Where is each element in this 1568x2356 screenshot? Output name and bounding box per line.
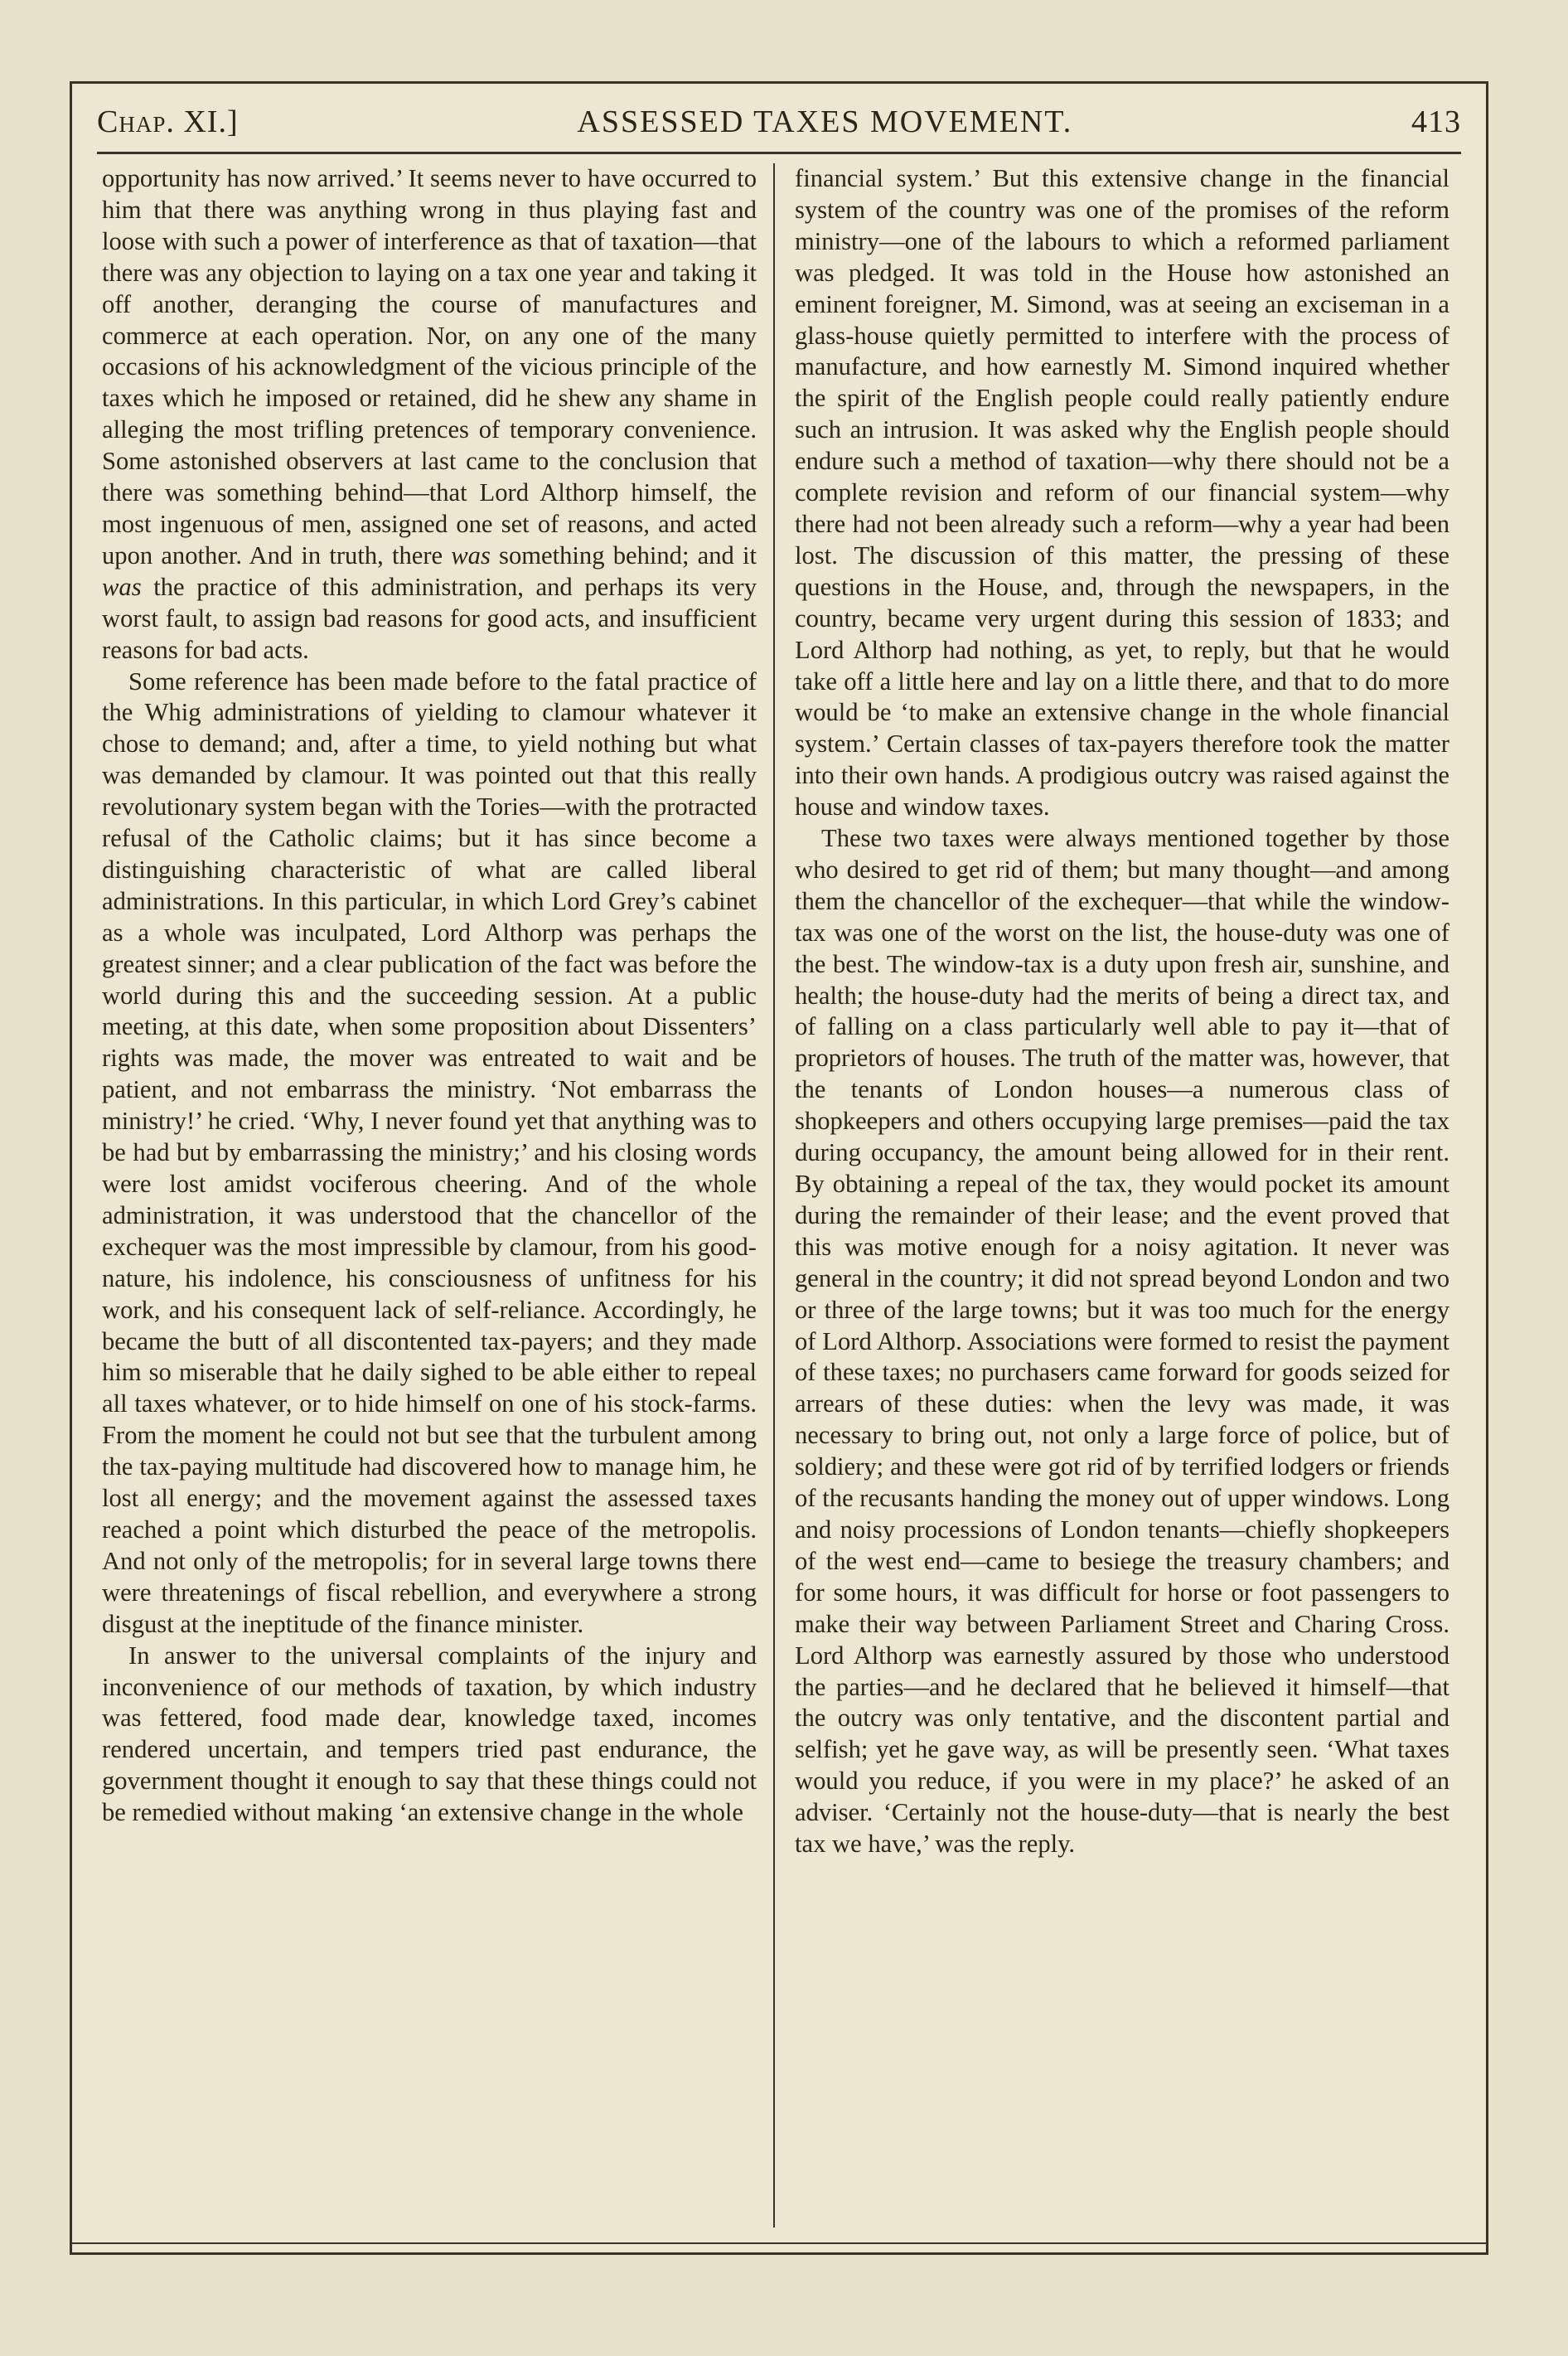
running-title: ASSESSED TAXES MOVEMENT. [577,104,1073,139]
paragraph: financial system.’ But this extensive change in the financial system of the country was one of the promises of the reform ministry—one of the labours to which a reformed parliament was pledged. It was told in the House how astonished an eminent foreigner, M. Simond, was at seeing an exciseman in a glass-house quietly permitted to interfere with the process of manufacture, and how earnestly M. Simond inquired whether the spirit of the English people could really patiently endure such an intrusion. It was asked why the English people should endure such a method of taxation—why there should not be a complete revision and reform of our financial system—why there had not been already such a reform—why a year had been lost. The discussion of this matter, the pressing of these questions in the House, and, through the newspapers, in the country, became very urgent during this session of 1833; and Lord Althorp had nothing, as yet, to reply, but that he would take off a little here and lay on a little there, and that to do more would be ‘to make an extensive change in the whole financial system.’ Certain classes of tax-payers therefore took the matter into their own hands. A prodigious outcry was raised against the house and window taxes. [795,164,1449,822]
page-frame [70,81,1488,2255]
text-span: the practice of this administration, and perhaps its very worst fault, to assign bad reasons for good acts, and insufficient reasons for bad acts. [102,572,757,664]
header-rule [97,152,1461,154]
bottom-rule [72,2242,1486,2244]
text-span: opportunity has now arrived.’ It seems never to have occurred to him that there was anything wrong in thus playing fast and loose with such a power of interference as that of taxation—that there was any objection to laying on a tax one year and taking it off another, deranging the course of manufactures and commerce at each operation. Nor, on any one of the many occasions of his acknowledgment of the vicious principle of the taxes which he imposed or retained, did he shew any shame in alleging the most trifling pretences of temporary convenience. Some astonished observers at last came to the conclusion that there was something behind—that Lord Althorp himself, the most ingenuous of men, assigned one set of reasons, and acted upon another. And in truth, there [102,164,757,570]
emphasis: was [451,541,491,570]
column-divider [773,163,775,2228]
emphasis: was [102,572,142,601]
paragraph: In answer to the universal complaints of the injury and inconvenience of our methods of taxation, by which industry was fettered, food made dear, knowledge taxed, incomes rendered uncertain, and tempers tried past endurance, the government thought it enough to say that these things could not be remedied without making ‘an extensive change in the whole [102,1641,757,1827]
running-header [97,95,1461,148]
page-number: 413 [1411,104,1461,139]
paragraph [102,163,757,667]
left-column [102,163,757,1829]
text-span: something behind; and it [490,541,757,570]
paragraph: Some reference has been made before to the fatal practice of the Whig administrations of yielding to clamour whatever it chose to demand; and, after a time, to yield nothing but what was demanded by clamour. It was pointed out that this really revolutionary system began with the Tories—with the protracted refusal of the Catholic claims; but it has since become a distinguishing characteristic of what are called liberal administrations. In this particular, in which Lord Grey’s cabinet as a whole was inculpated, Lord Althorp was perhaps the greatest sinner; and a clear publication of the fact was before the world during this and the succeeding session. At a public meeting, at this date, when some proposition about Dissenters’ rights was made, the mover was entreated to wait and be patient, and not embarrass the ministry. ‘Not embarrass the ministry!’ he cried. ‘Why, I never found yet that anything was to be had but by embarrassing the ministry;’ and his closing words were lost amidst vociferous cheering. And of the whole administration, it was understood that the chancellor of the exchequer was the most impressible by clamour, from his good-nature, his indolence, his consciousness of unfitness for his work, and his consequent lack of self-reliance. Accordingly, he became the butt of all discontented tax-payers; and they made him so miserable that he daily sighed to be able either to repeal all taxes whatever, or to hide himself on one of his stock-farms. From the moment he could not but see that the turbulent among the tax-paying multitude had discovered how to manage him, he lost all energy; and the movement against the assessed taxes reached a point which disturbed the peace of the metropolis. And not only of the metropolis; for in several large towns there were threatenings of fiscal rebellion, and everywhere a strong disgust at the ineptitude of the finance minister. [102,667,757,1638]
paragraph: These two taxes were always mentioned together by those who desired to get rid of them; but many thought—and among them the chancellor of the exchequer—that while the window-tax was one of the worst on the list, the house-duty was one of the best. The window-tax is a duty upon fresh air, sunshine, and health; the house-duty had the merits of being a direct tax, and of falling on a class particularly well able to pay it—that of proprietors of houses. The truth of the matter was, however, that the tenants of London houses—a numerous class of shopkeepers and others occupying large premises—paid the tax during occupancy, the amount being allowed for in their rent. By obtaining a repeal of the tax, they would pocket its amount during the remainder of their lease; and the event proved that this was motive enough for a noisy agitation. It never was general in the country; it did not spread beyond London and two or three of the large towns; but it was too much for the energy of Lord Althorp. Associations were formed to resist the payment of these taxes; no purchasers came forward for goods seized for arrears of these duties: when the levy was made, it was necessary to bring out, not only a large force of police, but of soldiery; and these were got rid of by terrified lodgers or friends of the recusants handing the money out of upper windows. Long and noisy processions of London tenants—chiefly shopkeepers of the west end—came to besiege the treasury chambers; and for some hours, it was difficult for horse or foot passengers to make their way between Parliament Street and Charing Cross. Lord Althorp was earnestly assured by those who understood the parties—and he declared that he believed it himself—that the outcry was only tentative, and the discontent partial and selfish; yet he gave way, as will be presently seen. ‘What taxes would you reduce, if you were in my place?’ he asked of an adviser. ‘Certainly not the house-duty—that is nearly the best tax we have,’ was the reply. [795,824,1449,1859]
right-column [795,163,1449,1860]
chapter-label: Chap. XI.] [97,104,239,139]
